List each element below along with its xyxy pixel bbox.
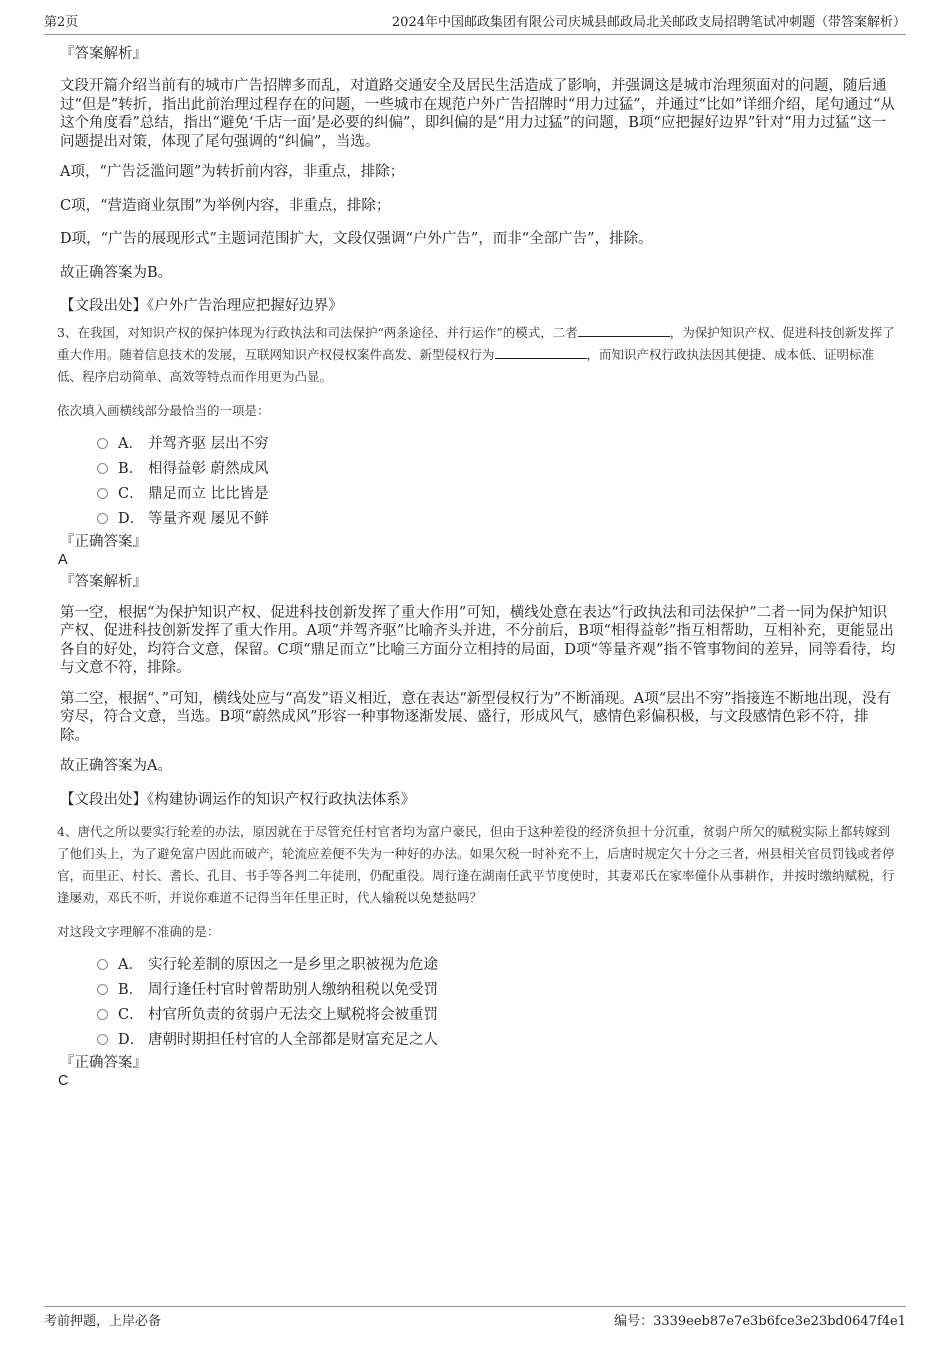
correct-answer: A xyxy=(58,551,68,568)
option-d[interactable]: D． 唐朝时期担任村官的人全部都是财富充足之人 xyxy=(97,1028,897,1053)
option-c[interactable]: C． 鼎足而立 比比皆是 xyxy=(97,482,897,507)
analysis-paragraph-2: 第二空，根据“、”可知，横线处应与“高发”语义相近，意在表达“新型侵权行为”不断涌现。A项“层出不穷”指接连不断地出现，没有穷尽，符合文意，当选。B项“蔚然成风”形容一种事物逐渐发展、盛行，形成风气，感情色彩偏积极，与文段感情色彩不符，排除。 xyxy=(60,690,892,744)
radio-icon[interactable] xyxy=(97,488,108,499)
answer-label: 『正确答案』 xyxy=(60,533,147,550)
radio-icon[interactable] xyxy=(97,1034,108,1045)
option-list xyxy=(57,953,897,1053)
analysis-label: 『答案解析』 xyxy=(60,573,147,590)
question-stem: 4、唐代之所以要实行轮差的办法，原因就在于尽管充任村官者均为富户豪民，但由于这种差役的经济负担十分沉重，贫弱户所欠的赋税实际上都转嫁到了他们头上，为了避免富户因此而破产，轮流应差便不失为一种好的办法。如果欠税一时补充不上，后唐时规定欠十分之三者，州县相关官员罚钱或者停官，而里正、村长、耆长、孔目、书手等各判二年徒刑，仍配重役。周行逢在湖南任武平节度使时，其妻邓氏在家率僮仆从事耕作，并按时缴纳赋税，行逢屡劝，邓氏不听，并说你难道不记得当年任里正时，代人输税以免楚挞吗？ xyxy=(57,824,895,905)
radio-icon[interactable] xyxy=(97,984,108,995)
source: 【文段出处】《户外广告治理应把握好边界》 xyxy=(60,298,343,314)
analysis-paragraph-1: 第一空，根据“为保护知识产权、促进科技创新发挥了重大作用”可知，横线处意在表达“行政执法和司法保护”二者一同为保护知识产权、促进科技创新发挥了重大作用。A项“并驾齐驱”比喻齐头并进，不分前后，B项“相得益彰”指互相帮助，互相补充，更能显出各自的好处，均符合文意，保留。C项“鼎足而立”比喻三方面分立相持的局面，D项“等量齐观”指不管事物间的差异，同等看待，均与文意不符，排除。 xyxy=(60,604,896,676)
option-d-note: D项，“广告的展现形式”主题词范围扩大，文段仅强调“户外广告”，而非“全部广告”，排除。 xyxy=(60,231,653,247)
option-a[interactable]: A． 并驾齐驱 层出不穷 xyxy=(97,432,897,457)
answer-label: 『正确答案』 xyxy=(60,1055,147,1071)
fill-blank-2 xyxy=(495,348,587,359)
question-ask: 依次填入画横线部分最恰当的一项是： xyxy=(57,402,270,418)
analysis-paragraph: 文段开篇介绍当前有的城市广告招牌多而乱，对道路交通安全及居民生活造成了影响，并强调这是城市治理须面对的问题，随后通过“但是”转折，指出此前治理过程存在的问题，一些城市在规范户外广告招牌时“用力过猛”，并通过“比如”详细介绍，尾句通过“从这个角度看”总结，指出“避免‘千店一面’是必要的纠偏”，即纠偏的是“用力过猛”的问题，B项“应把握好边界”针对“用力过猛”这一问题提出对策，体现了尾句强调的“纠偏”，当选。 xyxy=(60,78,895,150)
document-title: 2024年中国邮政集团有限公司庆城县邮政局北关邮政支局招聘笔试冲刺题（带答案解析） xyxy=(391,15,906,30)
analysis-label: 『答案解析』 xyxy=(60,46,147,62)
source: 【文段出处】《构建协调运作的知识产权行政执法体系》 xyxy=(60,791,416,808)
correct-answer: C xyxy=(58,1073,69,1089)
question-ask: 对这段文字理解不准确的是： xyxy=(57,924,220,939)
option-d[interactable]: D． 等量齐观 屡见不鲜 xyxy=(97,507,897,532)
question-2-analysis xyxy=(57,44,897,316)
conclusion: 故正确答案为B。 xyxy=(60,264,173,281)
question-3 xyxy=(57,322,897,810)
fill-blank-1 xyxy=(578,326,670,337)
option-c[interactable]: C． 村官所负责的贫弱户无法交上赋税将会被重罚 xyxy=(97,1003,897,1028)
option-a[interactable]: A． 实行轮差制的原因之一是乡里之职被视为危途 xyxy=(97,953,897,978)
option-a-note: A项，“广告泛滥问题”为转折前内容，非重点，排除； xyxy=(60,164,405,180)
question-stem: 3、在我国，对知识产权的保护体现为行政执法和司法保护“两条途径、并行运作”的模式，二者 ，为保护知识产权、促进科技创新发挥了重大作用。随着信息技术的发展，互联网知识产权侵权案件高发、新型侵权行为 ，而知识产权行政执法因其便捷、成本低、证明标准低、程序启动简单、高效等特点而作用更为凸显。 xyxy=(57,324,895,384)
option-list xyxy=(57,432,897,532)
option-c-note: C项，“营造商业氛围”为举例内容，非重点，排除； xyxy=(60,197,391,214)
page-header xyxy=(44,14,906,35)
radio-icon[interactable] xyxy=(97,463,108,474)
radio-icon[interactable] xyxy=(97,513,108,524)
radio-icon[interactable] xyxy=(97,438,108,449)
page-number: 第2页 xyxy=(44,15,79,30)
conclusion: 故正确答案为A。 xyxy=(60,758,172,774)
option-b[interactable]: B． 周行逢任村官时曾帮助别人缴纳租税以免受罚 xyxy=(97,978,897,1003)
question-4 xyxy=(57,821,897,1089)
radio-icon[interactable] xyxy=(97,959,108,970)
radio-icon[interactable] xyxy=(97,1009,108,1020)
document-id: 编号：3339eeb87e7e3b6fce3e23bd0647f4e1 xyxy=(614,1314,906,1329)
footer-slogan: 考前押题，上岸必备 xyxy=(44,1314,162,1329)
option-b[interactable]: B． 相得益彰 蔚然成风 xyxy=(97,457,897,482)
page-footer xyxy=(44,1306,906,1329)
document-body xyxy=(57,44,897,1089)
